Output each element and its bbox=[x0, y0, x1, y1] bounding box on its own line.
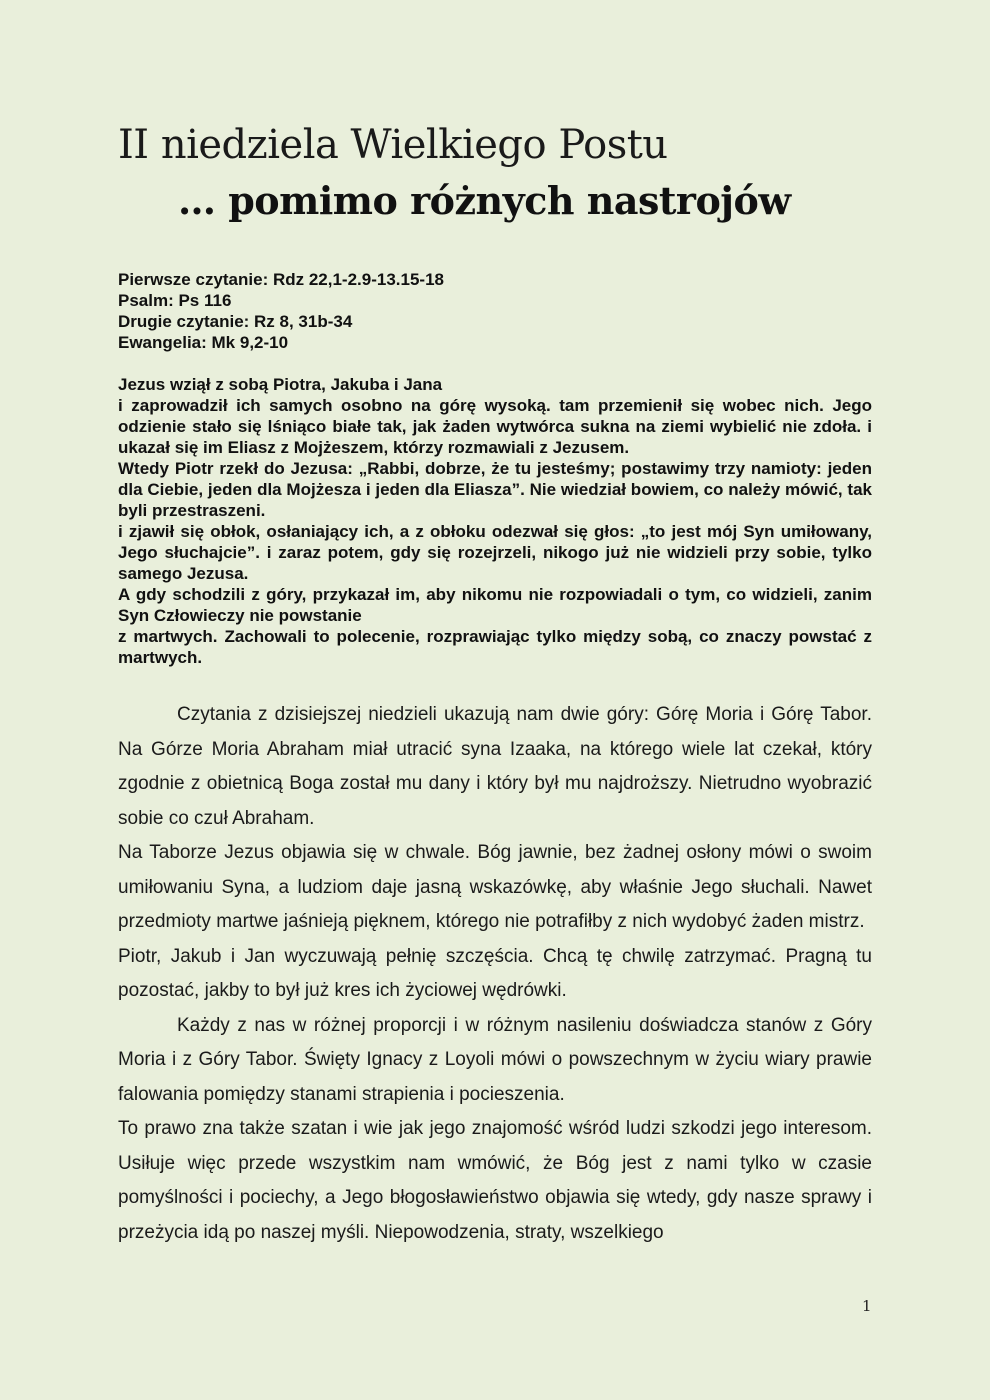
reading-second: Drugie czytanie: Rz 8, 31b-34 bbox=[118, 312, 353, 331]
reflection-paragraph: Na Taborze Jezus objawia się w chwale. Bóg jawnie, bez żadnej osłony mówi o swoim umiłowaniu Syna, a ludziom daje jasną wskazówkę, aby właśnie Jego słuchali. Nawet przedmioty martwe jaśnieją pięknem, którego nie potrafiłby z nich wydobyć żaden mistrz. bbox=[118, 842, 872, 932]
gospel-paragraph: A gdy schodzili z góry, przykazał im, aby nikomu nie rozpowiadali o tym, co widzieli, zanim Syn Człowieczy nie powstanie bbox=[118, 585, 872, 625]
page-number: 1 bbox=[862, 1297, 872, 1315]
gospel-text bbox=[118, 374, 872, 668]
reflection-paragraph: Każdy z nas w różnej proporcji i w różnym nasileniu doświadcza stanów z Góry Moria i z Góry Tabor. Święty Ignacy z Loyoli mówi o powszechnym w życiu wiary prawie falowania pomiędzy stanami strapienia i pocieszenia. bbox=[118, 1014, 872, 1105]
gospel-paragraph: Wtedy Piotr rzekł do Jezusa: „Rabbi, dobrze, że tu jesteśmy; postawimy trzy namioty: jeden dla Ciebie, jeden dla Mojżesza i jeden dla Eliasza”. Nie wiedział bowiem, co należy mówić, tak byli przestraszeni. bbox=[118, 459, 872, 520]
gospel-paragraph: z martwych. Zachowali to polecenie, rozprawiając tylko między sobą, co znaczy powstać z martwych. bbox=[118, 627, 872, 667]
title-line-1: II niedziela Wielkiego Postu bbox=[118, 122, 668, 168]
gospel-paragraph: Jezus wziął z sobą Piotra, Jakuba i Jana bbox=[118, 375, 443, 394]
reading-gospel: Ewangelia: Mk 9,2-10 bbox=[118, 333, 289, 352]
gospel-paragraph: i zjawił się obłok, osłaniający ich, a z obłoku odezwał się głos: „to jest mój Syn umiłowany, Jego słuchajcie”. i zaraz potem, gdy się rozejrzeli, nikogo już nie widzieli przy sobie, tylko samego Jezusa. bbox=[118, 522, 872, 583]
gospel-paragraph: i zaprowadził ich samych osobno na górę wysoką. tam przemienił się wobec nich. Jego odzienie stało się lśniąco białe tak, jak żaden wytwórca sukna na ziemi wybielić nie zdoła. i ukazał się im Eliasz z Mojżeszem, którzy rozmawiali z Jezusem. bbox=[118, 396, 872, 457]
reflection-paragraph: Czytania z dzisiejszej niedzieli ukazują nam dwie góry: Górę Moria i Górę Tabor. Na Górze Moria Abraham miał utracić syna Izaaka, na którego wiele lat czekał, który zgodnie z obietnicą Boga został mu dany i który był mu najdroższy. Nietrudno wyobrazić sobie co czuł Abraham. bbox=[118, 704, 872, 829]
title-line-2: … pomimo różnych nastrojów bbox=[178, 178, 791, 223]
reading-first: Pierwsze czytanie: Rdz 22,1-2.9-13.15-18 bbox=[118, 270, 444, 289]
reading-psalm: Psalm: Ps 116 bbox=[118, 291, 232, 310]
reflection-text bbox=[118, 698, 872, 1250]
reflection-paragraph: Piotr, Jakub i Jan wyczuwają pełnię szczęścia. Chcą tę chwilę zatrzymać. Pragną tu pozostać, jakby to był już kres ich życiowej wędrówki. bbox=[118, 945, 872, 1001]
readings-list bbox=[118, 269, 878, 353]
reflection-paragraph: To prawo zna także szatan i wie jak jego znajomość wśród ludzi szkodzi jego interesom. Usiłuje więc przede wszystkim nam wmówić, że Bóg jest z nami tylko w czasie pomyślności i pociechy, a Jego błogosławieństwo objawia się wtedy, gdy nasze sprawy i przeżycia idą po naszej myśli. Niepowodzenia, straty, wszelkiego bbox=[118, 1118, 872, 1243]
